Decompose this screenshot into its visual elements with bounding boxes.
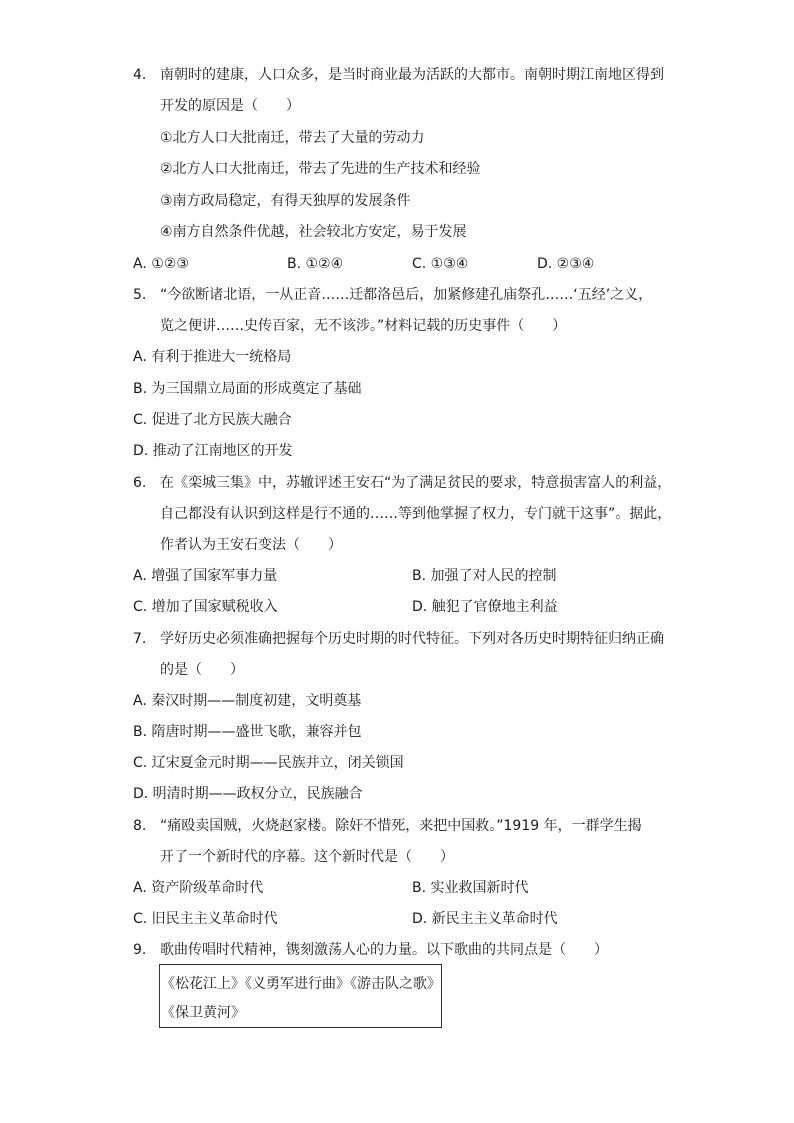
option-c[interactable]: C. ①③④	[412, 256, 469, 272]
option-b[interactable]: B. 加强了对人民的控制	[412, 568, 557, 584]
option-c[interactable]: C. 促进了北方民族大融合	[133, 412, 292, 428]
question-stem-line: 歌曲传唱时代精神，镌刻激荡人心的力量。以下歌曲的共同点是（ ）	[160, 942, 608, 958]
option-b[interactable]: B. 实业救国新时代	[412, 880, 529, 896]
option-a[interactable]: A. ①②③	[133, 256, 189, 272]
statement-item: ④南方自然条件优越，社会较北方安定，易于发展	[160, 224, 467, 240]
question-stem-line: 开了一个新时代的序幕。这个新时代是（ ）	[160, 849, 454, 865]
question-number: 4.	[133, 67, 147, 83]
option-b[interactable]: B. 为三国鼎立局面的形成奠定了基础	[133, 381, 362, 397]
question-stem-line: 作者认为王安石变法（ ）	[160, 537, 342, 553]
question-stem-line: 自己都没有认识到这样是行不通的……等到他掌握了权力，专门就干这事”。据此，	[160, 506, 672, 522]
option-c[interactable]: C. 旧民主主义革命时代	[133, 911, 278, 927]
question-stem-line: 的是（ ）	[160, 662, 244, 678]
option-b[interactable]: B. 隋唐时期——盛世飞歌，兼容并包	[133, 724, 362, 740]
option-d[interactable]: D. 推动了江南地区的开发	[133, 443, 293, 459]
question-number: 6.	[133, 475, 147, 491]
option-d[interactable]: D. 新民主主义革命时代	[412, 911, 558, 927]
statement-item: ①北方人口大批南迁，带去了大量的劳动力	[160, 130, 425, 146]
question-number: 9.	[133, 942, 147, 958]
question-number: 8.	[133, 818, 147, 834]
option-d[interactable]: D. 触犯了官僚地主利益	[412, 599, 558, 615]
statement-item: ③南方政局稳定，有得天独厚的发展条件	[160, 193, 411, 209]
song-list-line: 《保卫黄河》	[161, 1005, 245, 1021]
option-d[interactable]: D. ②③④	[537, 256, 595, 272]
question-number: 5.	[133, 287, 147, 303]
question-number: 7.	[133, 631, 147, 647]
option-a[interactable]: A. 有利于推进大一统格局	[133, 349, 292, 365]
question-stem-line: “痛殴卖国贼，火烧赵家楼。除奸不惜死，来把中国救。”1919 年，一群学生揭	[160, 818, 642, 834]
option-a[interactable]: A. 增强了国家军事力量	[133, 568, 278, 584]
question-stem-line: 学好历史必须准确把握每个历史时期的时代特征。下列对各历史时期特征归纳正确	[160, 631, 664, 647]
option-c[interactable]: C. 辽宋夏金元时期——民族并立，闭关锁国	[133, 755, 404, 771]
song-list-line: 《松花江上》《义勇军进行曲》《游击队之歌》	[161, 976, 441, 992]
question-stem-line: 开发的原因是（ ）	[160, 98, 300, 114]
question-stem-line: 在《栾城三集》中，苏辙评述王安石“为了满足贫民的要求，特意损害富人的利益，	[160, 475, 672, 491]
option-b[interactable]: B. ①②④	[287, 256, 344, 272]
statement-item: ②北方人口大批南迁，带去了先进的生产技术和经验	[160, 161, 481, 177]
question-stem-line: 南朝时的建康，人口众多，是当时商业最为活跃的大都市。南朝时期江南地区得到	[160, 67, 664, 83]
option-a[interactable]: A. 秦汉时期——制度初建，文明奠基	[133, 693, 362, 709]
option-d[interactable]: D. 明清时期——政权分立，民族融合	[133, 786, 363, 802]
option-a[interactable]: A. 资产阶级革命时代	[133, 880, 264, 896]
question-stem-line: “今欲断诸北语，一从正音……迁都洛邑后，加紧修建孔庙祭孔……‘五经’之义，	[160, 287, 653, 303]
option-c[interactable]: C. 增加了国家赋税收入	[133, 599, 278, 615]
question-stem-line: 览之便讲……史传百家，无不该涉。”材料记载的历史事件（ ）	[160, 318, 567, 334]
